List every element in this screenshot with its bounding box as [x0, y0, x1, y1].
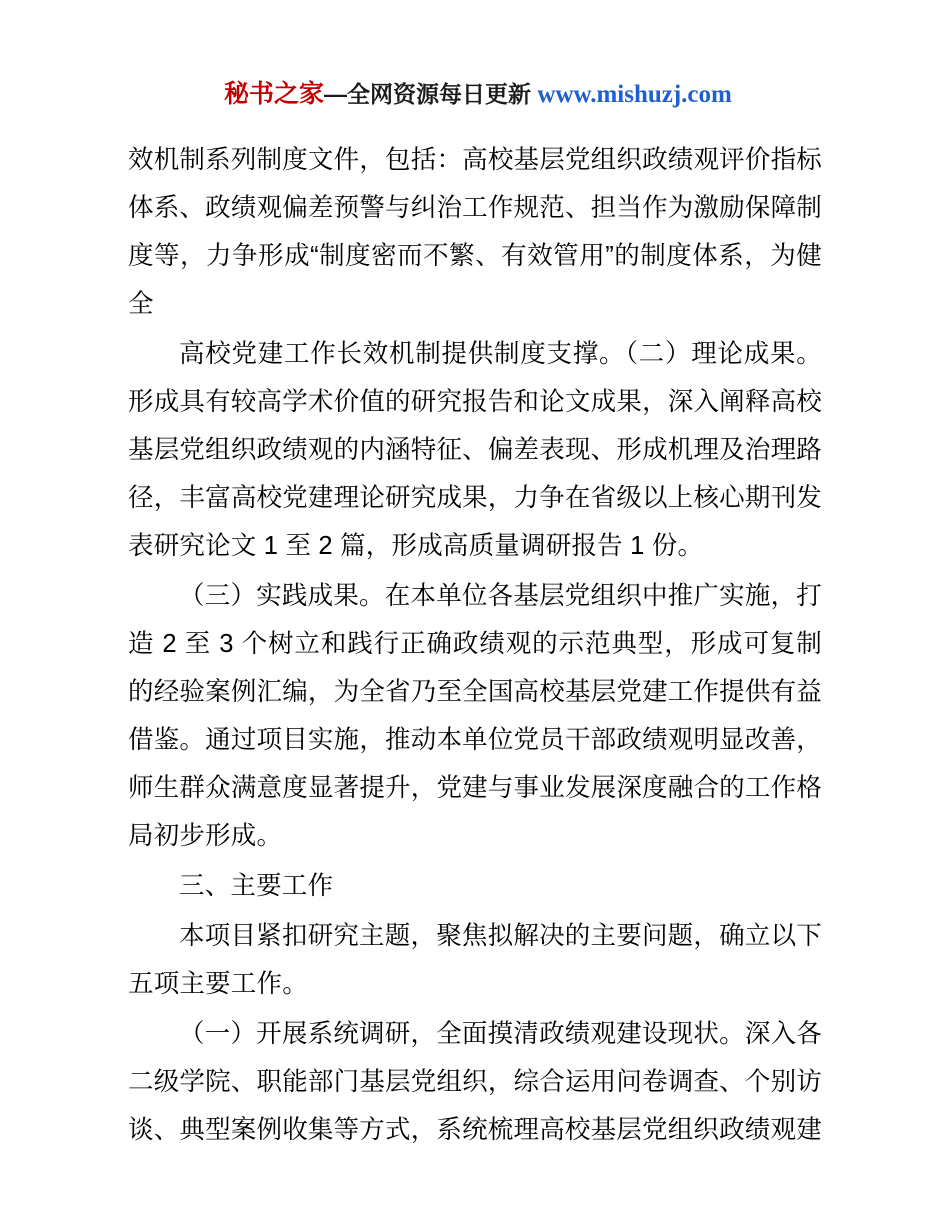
paragraph: 高校党建工作长效机制提供制度支撑。（二）理论成果。形成具有较高学术价值的研究报告和论文成果，深入阐释高校基层党组织政绩观的内涵特征、偏差表现、形成机理及治理路径，丰富高校党建理论研究成果，力争在省级以上核心期刊发表研究论文 1 至 2 篇，形成高质量调研报告 1 份。 — [128, 340, 822, 560]
paragraph: （一）开展系统调研，全面摸清政绩观建设现状。深入各二级学院、职能部门基层党组织，综合运用问卷调查、个别访谈、典型案例收集等方式，系统梳理高校基层党组织政绩观建 — [128, 1020, 822, 1144]
document-body — [128, 136, 822, 1156]
paragraph: （三）实践成果。在本单位各基层党组织中推广实施，打造 2 至 3 个树立和践行正确政绩观的示范典型，形成可复制的经验案例汇编，为全省乃至全国高校基层党建工作提供有益借鉴。通过项目实施，推动本单位党员干部政绩观明显改善，师生群众满意度显著提升，党建与事业发展深度融合的工作格局初步形成。 — [128, 582, 822, 850]
watermark-banner — [224, 78, 732, 111]
watermark-url: www.mishuzj.com — [537, 81, 732, 108]
paragraph: 本项目紧扣研究主题，聚焦拟解决的主要问题，确立以下五项主要工作。 — [128, 922, 822, 998]
watermark-brand: 秘书之家 — [224, 81, 325, 108]
watermark-tagline: —全网资源每日更新 — [324, 81, 538, 107]
section-heading: 三、主要工作 — [179, 872, 334, 900]
paragraph: 效机制系列制度文件，包括：高校基层党组织政绩观评价指标体系、政绩观偏差预警与纠治工作规范、担当作为激励保障制度等，力争形成“制度密而不繁、有效管用”的制度体系，为健全 — [128, 146, 822, 318]
